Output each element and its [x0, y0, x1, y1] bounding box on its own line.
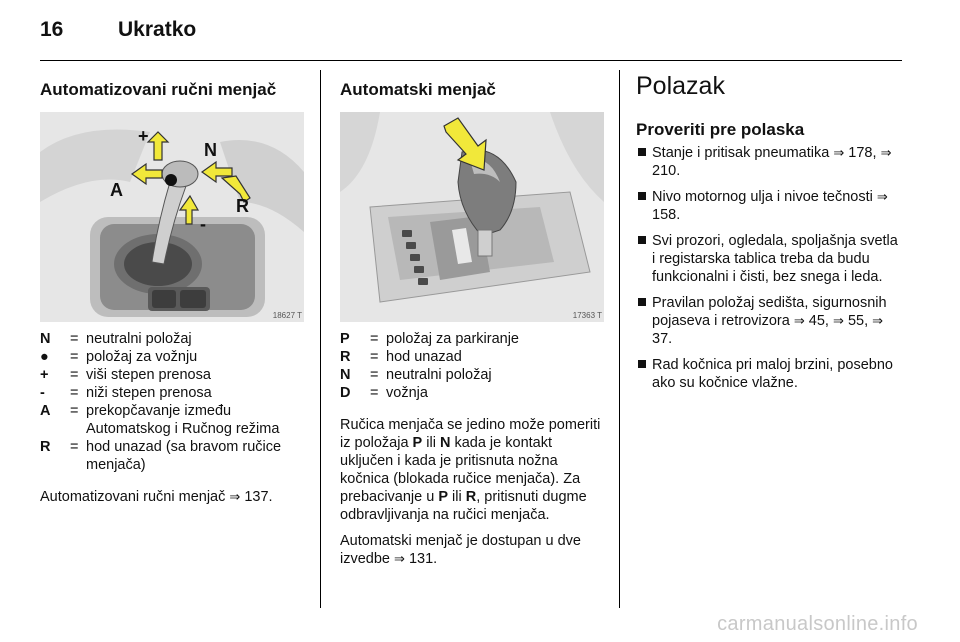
legend-row — [340, 366, 606, 384]
list-item — [636, 356, 904, 392]
legend-eq: = — [70, 349, 79, 365]
legend-desc: viši stepen prenosa — [86, 367, 211, 383]
legend-key: R — [340, 349, 351, 365]
square-bullet-icon — [638, 236, 646, 244]
shifter-label-a: A — [110, 180, 123, 200]
shifter-label-n: N — [204, 140, 217, 160]
square-bullet-icon — [638, 192, 646, 200]
legend-row — [340, 384, 606, 402]
ref-arrow-icon: ⇒ — [793, 313, 805, 328]
ref-arrow-icon: ⇒ — [833, 313, 844, 328]
column-automated-manual — [40, 70, 306, 506]
page-number: 16 — [40, 18, 64, 41]
page-ref: 37. — [652, 331, 673, 347]
item-text: Rad kočnica pri maloj brzini, posebno ako su kočnice vlažne. — [652, 357, 893, 391]
square-bullet-icon — [638, 360, 646, 368]
legend-eq: = — [70, 385, 79, 401]
legend-desc: prekopčavanje između Automatskog i Ručnog režima — [86, 403, 280, 437]
column-divider-1 — [320, 70, 321, 608]
figure-id: 17363 T — [572, 311, 602, 320]
page-ref: 55, — [847, 313, 869, 329]
note-text: Automatizovani ručni menjač — [40, 489, 226, 505]
page-ref: 178, — [848, 145, 877, 161]
section-title-automated-manual: Automatizovani ručni menjač — [40, 80, 277, 99]
automatic-shifter-figure — [340, 112, 604, 322]
legend-desc: neutralni položaj — [86, 331, 192, 347]
position-n: N — [439, 435, 451, 451]
legend-desc: hod unazad — [386, 349, 462, 365]
legend-row — [340, 348, 606, 366]
para-text: ili — [422, 435, 440, 451]
section-title-starting: Polazak — [636, 72, 725, 100]
checklist — [636, 144, 904, 392]
shifter-label-plus: + — [138, 126, 149, 146]
position-r: R — [465, 489, 477, 505]
shifter-label-r: R — [236, 196, 249, 216]
legend-eq: = — [370, 367, 379, 383]
legend-eq: = — [70, 331, 79, 347]
legend-key: R — [40, 439, 51, 455]
header-rule — [40, 60, 902, 61]
ref-arrow-icon: ⇒ — [880, 145, 892, 160]
legend-row — [40, 348, 306, 366]
page-ref: 210. — [652, 163, 681, 179]
automatic-shift-lock-paragraph — [340, 416, 606, 524]
automated-manual-note — [40, 488, 306, 506]
ref-arrow-icon: ⇒ — [872, 313, 884, 328]
position-p: P — [438, 489, 449, 505]
legend-desc: hod unazad (sa bravom ručice menjača) — [86, 439, 282, 473]
list-item — [636, 232, 904, 286]
legend-key: - — [40, 385, 45, 401]
legend-desc: položaj za vožnju — [86, 349, 198, 365]
section-title-automatic: Automatski menjač — [340, 80, 496, 99]
legend-desc: vožnja — [386, 385, 428, 401]
para-text: kada je kontakt uključen i kada je pritisnuta nožna kočnica (blokada ručice menjača). Za prebacivanje u — [340, 435, 581, 505]
automatic-versions-paragraph — [340, 532, 606, 568]
ref-arrow-icon: ⇒ — [833, 145, 845, 160]
automatic-shifter-illustration — [340, 112, 604, 322]
column-automatic — [340, 70, 606, 568]
legend-automatic — [340, 330, 606, 402]
ref-arrow-icon: ⇒ — [229, 489, 241, 504]
square-bullet-icon — [638, 148, 646, 156]
column-divider-2 — [619, 70, 620, 608]
ref-arrow-icon: ⇒ — [394, 551, 405, 566]
legend-key: ● — [40, 349, 49, 365]
legend-row — [40, 384, 306, 402]
page-ref: 158. — [652, 207, 681, 223]
legend-eq: = — [70, 439, 79, 455]
legend-desc: niži stepen prenosa — [86, 385, 212, 401]
legend-key: A — [40, 403, 51, 419]
shifter-label-minus: - — [200, 214, 206, 234]
list-item — [636, 144, 904, 180]
square-bullet-icon — [638, 298, 646, 306]
legend-row — [40, 366, 306, 384]
page-ref: 131. — [408, 551, 438, 567]
legend-row — [40, 438, 306, 474]
position-p: P — [412, 435, 423, 451]
legend-key: P — [340, 331, 350, 347]
page-ref: 137. — [244, 489, 273, 505]
legend-desc: položaj za parkiranje — [386, 331, 519, 347]
legend-eq: = — [370, 349, 379, 365]
figure-id: 18627 T — [272, 311, 302, 320]
legend-row — [40, 402, 306, 438]
page-header-title: Ukratko — [118, 18, 197, 41]
list-item — [636, 188, 904, 224]
legend-desc: neutralni položaj — [386, 367, 492, 383]
list-item — [636, 294, 904, 348]
item-text: Nivo motornog ulja i nivoe tečnosti — [652, 189, 873, 205]
subsection-title-checks: Proveriti pre polaska — [636, 120, 805, 139]
page-ref: 45, — [808, 313, 829, 329]
shifter-illustration — [40, 112, 304, 322]
legend-eq: = — [370, 331, 379, 347]
legend-key: N — [40, 331, 51, 347]
para-text: ili — [448, 489, 466, 505]
column-starting — [636, 70, 904, 400]
legend-automated-manual — [40, 330, 306, 474]
legend-key: D — [340, 385, 351, 401]
para-text: Ručica menjača se jedino može pomeriti iz položaja — [340, 417, 601, 451]
legend-eq: = — [370, 385, 379, 401]
para-text: , pritisnuti dugme odbravljivanja na ručici menjača. — [340, 489, 587, 523]
item-text: Pravilan položaj sedišta, sigurnosnih pojaseva i retrovizora — [652, 295, 887, 329]
item-text: Stanje i pritisak pneumatika — [652, 145, 830, 161]
legend-row — [340, 330, 606, 348]
legend-eq: = — [70, 403, 79, 419]
legend-row — [40, 330, 306, 348]
legend-key: N — [340, 367, 351, 383]
watermark: carmanualsonline.info — [717, 613, 918, 635]
automated-manual-shifter-figure — [40, 112, 304, 322]
legend-key: + — [40, 367, 49, 383]
item-text: Svi prozori, ogledala, spoljašnja svetla i registarska tablica treba da budu funkcionalni i čisti, bez snega i leda. — [652, 233, 898, 285]
legend-eq: = — [70, 367, 79, 383]
ref-arrow-icon: ⇒ — [876, 189, 888, 204]
para-text: Automatski menjač je dostupan u dve izvedbe — [340, 533, 581, 567]
